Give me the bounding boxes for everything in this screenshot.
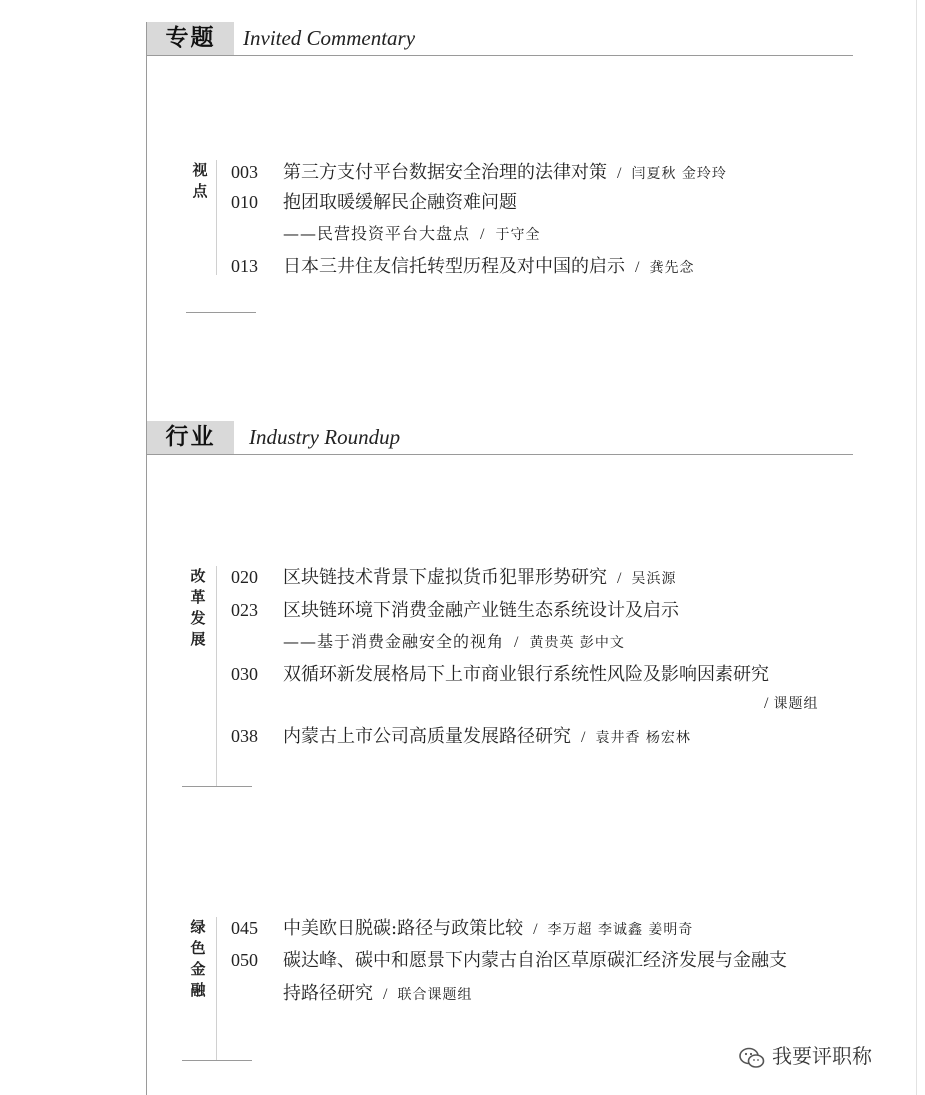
- toc-entry[interactable]: [231, 660, 769, 686]
- article-title: 第三方支付平台数据安全治理的法律对策: [283, 162, 607, 183]
- separator: /: [581, 729, 586, 746]
- article-authors: 李万超 李诚鑫 姜明奇: [547, 922, 694, 938]
- group-label-green-finance: 绿 色 金 融: [190, 918, 206, 999]
- toc-subtitle-line: [283, 629, 625, 652]
- article-authors: 课题组: [773, 696, 819, 712]
- article-title: 碳达峰、碳中和愿景下内蒙古自治区草原碳汇经济发展与金融支: [283, 950, 787, 971]
- separator: /: [514, 634, 520, 651]
- toc-entry[interactable]: [231, 596, 679, 622]
- page-number: 023: [231, 600, 258, 620]
- section-divider: [147, 454, 853, 455]
- section-header-zh: 行业: [147, 421, 234, 454]
- article-authors: 吴浜源: [631, 571, 677, 587]
- section-header-en: Invited Commentary: [243, 26, 416, 50]
- toc-author-line: [764, 693, 818, 713]
- article-title: 双循环新发展格局下上市商业银行系统性风险及影响因素研究: [283, 664, 769, 685]
- group-end-rule: [182, 786, 252, 787]
- toc-entry[interactable]: [231, 158, 727, 184]
- separator: /: [383, 986, 388, 1003]
- separator: /: [533, 921, 538, 938]
- article-authors: 袁井香 杨宏林: [595, 730, 691, 746]
- toc-title-continuation: [283, 979, 472, 1005]
- article-title: 区块链环境下消费金融产业链生态系统设计及启示: [283, 600, 679, 621]
- page-number: 038: [231, 726, 258, 746]
- article-subtitle: ——基于消费金融安全的视角: [283, 632, 505, 651]
- page-number: 003: [231, 162, 258, 182]
- article-authors: 于守全: [495, 227, 541, 243]
- article-authors: 闫夏秋 金玲玲: [631, 166, 727, 182]
- page-number: 045: [231, 918, 258, 938]
- toc-entry[interactable]: [231, 946, 787, 972]
- toc-entry[interactable]: [231, 252, 694, 278]
- section-header-en: Industry Roundup: [249, 425, 401, 449]
- article-authors: 黄贵英 彭中文: [529, 635, 625, 651]
- toc-entry[interactable]: [231, 563, 676, 589]
- toc-entry[interactable]: [231, 722, 691, 748]
- page-number: 030: [231, 664, 258, 684]
- article-subtitle: ——民营投资平台大盘点: [283, 224, 471, 243]
- toc-subtitle-line: [283, 221, 540, 244]
- article-title: 日本三井住友信托转型历程及对中国的启示: [283, 256, 625, 277]
- toc-entry[interactable]: [231, 188, 517, 214]
- group-end-rule: [186, 312, 256, 313]
- separator: /: [617, 570, 622, 587]
- group-label-reform: 改 革 发 展: [190, 567, 206, 648]
- right-edge-rule: [916, 0, 917, 1095]
- page-number: 013: [231, 256, 258, 276]
- wechat-icon: [738, 1046, 766, 1070]
- separator: /: [635, 259, 640, 276]
- toc-entry[interactable]: [231, 914, 693, 940]
- section-divider: [147, 55, 853, 56]
- separator: /: [764, 695, 770, 712]
- watermark: [738, 1040, 872, 1070]
- separator: /: [480, 226, 486, 243]
- page-number: 020: [231, 567, 258, 587]
- group-rule: [216, 917, 217, 1060]
- group-rule: [216, 566, 217, 786]
- article-title: 区块链技术背景下虚拟货币犯罪形势研究: [283, 567, 607, 588]
- article-title-cont: 持路径研究: [283, 983, 373, 1004]
- article-title: 中美欧日脱碳:路径与政策比较: [283, 918, 524, 939]
- group-end-rule: [182, 1060, 252, 1061]
- article-title: 抱团取暖缓解民企融资难问题: [283, 192, 517, 213]
- article-authors: 龚先念: [649, 260, 695, 276]
- page-number: 050: [231, 950, 258, 970]
- watermark-text: 我要评职称: [772, 1044, 872, 1068]
- page-number: 010: [231, 192, 258, 212]
- article-authors: 联合课题组: [397, 987, 473, 1003]
- section-header-zh: 专题: [147, 22, 234, 55]
- left-margin-rule: [146, 22, 147, 1095]
- group-rule: [216, 160, 217, 275]
- article-title: 内蒙古上市公司高质量发展路径研究: [283, 726, 571, 747]
- group-label-viewpoint: 视 点: [192, 161, 208, 200]
- separator: /: [617, 165, 622, 182]
